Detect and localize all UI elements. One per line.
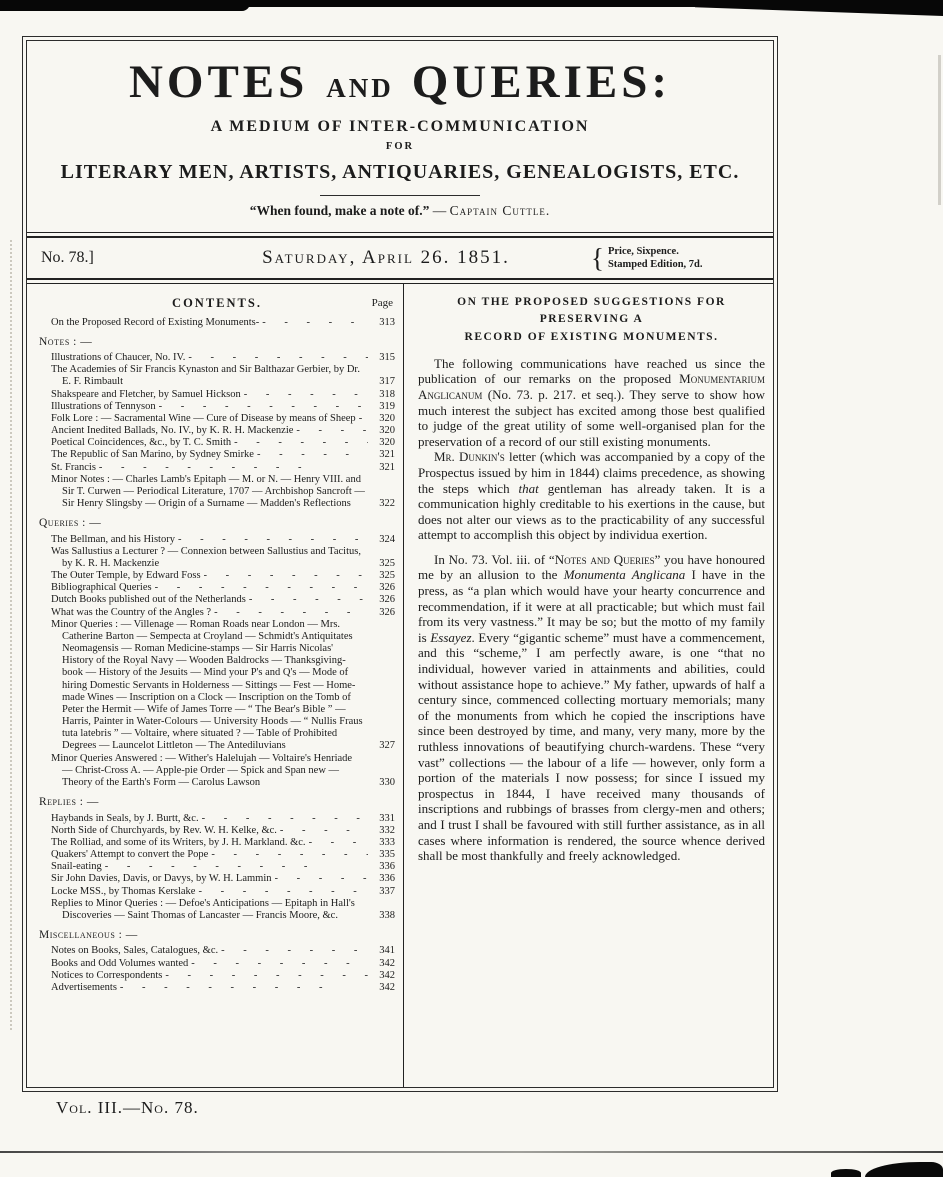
toc-entry	[51, 619, 395, 753]
toc-entry-leader	[234, 437, 368, 449]
toc-entry	[51, 474, 395, 511]
motto-quote: “When found, make a note of.”	[249, 203, 430, 218]
toc-entry-label: Minor Queries : — Villenage — Roman Roads near London — Mrs. Catherine Barton — Sempecta at Croyland — Schmidt's Antiquitates Neomagensis — Roman Medicine-stamps — Sir Harris Nicolas' History of the Royal Navy — Wooden Baldrocks — Thanksgiving-book — History of the Jesuits — Mind your P's and Q's — Mode of hiring Domestic Servants in Holderness — Sittings — Fest — Home-made Wines — Inscription on a Clock — Inscription on the Tomb of Peter the Hermit — Wife of James Torre — “ The Bear's Bible ” — Harris, Painter in Water-Colours — University Hoods — “ Nullis Fraus tuta latebris ” — Voltaire, where situated ? — Table of Prohibited Degrees — Launcelot Littleton — The Antediluvians	[51, 618, 363, 752]
toc-entry	[51, 849, 395, 861]
toc-entry-leader	[159, 401, 368, 413]
toc-entry-leader	[249, 594, 368, 606]
toc-entry-leader	[211, 849, 368, 861]
toc-entry-leader	[120, 982, 368, 994]
article-text-segment: I have in the press, as “a plan which would have your hearty concurrence and recommendation, if it were at all practicable; but which must fail from its very vastness.” It may be so; but the motto of my family is	[418, 567, 765, 645]
toc-entry-page: 325	[379, 570, 395, 582]
article-text-segment: Essayez	[430, 629, 472, 645]
toc-entry	[51, 570, 395, 582]
toc-entry-page: 325	[379, 557, 395, 569]
toc-entry	[51, 825, 395, 837]
toc-entry-label: On the Proposed Record of Existing Monuments-	[51, 316, 260, 328]
article-heading	[418, 294, 765, 346]
title-and: AND	[326, 73, 394, 103]
toc-entry	[51, 413, 395, 425]
scan-edge-top-left	[0, 0, 250, 11]
masthead-audience: LITERARY MEN, ARTISTS, ANTIQUARIES, GENEALOGISTS, ETC.	[60, 161, 740, 183]
toc-entry-page: 330	[379, 777, 395, 788]
toc-entry	[51, 837, 395, 849]
toc-entry-page: 315	[379, 352, 395, 363]
issue-date: Saturday, April 26. 1851.	[262, 247, 510, 268]
toc-entry-label: Locke MSS., by Thomas Kerslake	[51, 885, 196, 897]
toc-entry-page: 324	[379, 533, 395, 545]
motto-dash: —	[432, 203, 447, 218]
toc-entry-label: Bibliographical Queries	[51, 582, 152, 594]
toc-entry	[51, 958, 395, 970]
toc-entry-leader	[191, 958, 368, 970]
toc-section-title: Miscellaneous : —	[39, 929, 138, 942]
toc-entry-leader	[257, 449, 368, 461]
toc-entry-page: 322	[379, 498, 395, 510]
scan-edge-top-right	[695, 0, 943, 16]
article-heading-line1: ON THE PROPOSED SUGGESTIONS FOR PRESERVING A	[457, 296, 726, 326]
toc-entry-leader	[296, 425, 368, 437]
toc-entry-page: 341	[379, 945, 395, 957]
toc-entry-label: What was the Country of the Angles ?	[51, 606, 212, 618]
toc-entry-leader	[309, 837, 368, 849]
masthead-subtitle: A MEDIUM OF INTER-COMMUNICATION	[210, 118, 590, 135]
price-line-2: Stamped Edition, 7d.	[607, 259, 703, 270]
toc-entry-label: Replies to Minor Queries : — Defoe's Anticipations — Epitaph in Hall's Discoveries — Saint Thomas of Lancaster — Francis Moore, &c.	[51, 897, 355, 921]
toc-entry-page: 326	[379, 606, 395, 618]
toc-entry-label: Quakers' Attempt to convert the Pope	[51, 849, 209, 861]
issue-price	[591, 242, 759, 273]
toc-entry-leader	[275, 873, 369, 885]
toc-entry	[51, 534, 395, 546]
scan-edge-bottom-line	[0, 1151, 943, 1153]
toc-entry-label: Snail-eating	[51, 861, 102, 873]
toc-section-title: Queries : —	[39, 517, 102, 530]
toc-entry-leader	[262, 317, 368, 329]
scan-blot-small	[831, 1169, 861, 1177]
toc-entry-label: Illustrations of Tennyson	[51, 400, 156, 412]
toc-entry-leader	[359, 413, 368, 425]
title-queries: QUERIES:	[411, 56, 672, 108]
toc-entry-page: 313	[379, 316, 395, 328]
article-text-segment: Monumentarium Anglicanum	[418, 371, 765, 402]
toc-entry	[51, 401, 395, 413]
toc-entry	[51, 437, 395, 449]
toc-entry	[51, 389, 395, 401]
article-column	[404, 284, 773, 1087]
toc-entry-page: 342	[379, 981, 395, 993]
toc-entry	[51, 352, 395, 364]
toc-entry-label: The Academies of Sir Francis Kynaston and Sir Balthazar Gerbier, by Dr. E. F. Rimbault	[51, 364, 360, 388]
toc-entry-label: Dutch Books published out of the Netherlands	[51, 594, 246, 606]
toc-entry-label: St. Francis	[51, 461, 96, 473]
toc-entry-page: 331	[379, 812, 395, 824]
toc-entry-leader	[280, 825, 368, 837]
toc-entry-leader	[221, 945, 368, 957]
toc-entry	[51, 970, 395, 982]
masthead-motto	[27, 203, 773, 219]
article-text-segment: Monumenta Anglicana	[563, 567, 686, 583]
toc-entry	[51, 546, 395, 570]
price-line-1: Price, Sixpence.	[607, 245, 679, 257]
toc-entry-page: 333	[379, 836, 395, 848]
toc-entry	[51, 594, 395, 606]
toc-entry-leader	[165, 970, 368, 982]
toc-entry-page: 320	[379, 425, 395, 437]
page-frame	[22, 36, 778, 1092]
toc-entry-leader	[204, 570, 368, 582]
toc-entry-label: Was Sallustius a Lecturer ? — Connexion between Sallustius and Tacitus, by K. R. H. Mackenzie	[51, 545, 361, 569]
article-text-segment: letter (which was accompanied by a copy of the Prospectus issued by him in 1844) claims precedence, as showing the steps which	[418, 449, 765, 496]
toc-entry	[51, 607, 395, 619]
volume-footer: Vol. III.—No. 78.	[56, 1098, 199, 1117]
toc-entry-label: Books and Odd Volumes wanted	[51, 957, 189, 969]
article-paragraph	[418, 356, 765, 450]
masthead	[27, 41, 773, 219]
title-notes: NOTES	[128, 56, 309, 108]
toc-entry	[51, 462, 395, 474]
toc-entry-label: Folk Lore : — Sacramental Wine — Cure of Disease by means of Sheep	[51, 412, 356, 424]
toc-entry	[51, 898, 395, 922]
toc-entry-label: Notes on Books, Sales, Catalogues, &c.	[51, 945, 219, 957]
toc-entry-leader	[214, 607, 368, 619]
page-frame-inner	[26, 40, 774, 1088]
article-text-segment: ” you have honoured me by an allusion to the	[418, 551, 765, 583]
publication-title	[27, 56, 773, 108]
article-text-segment: Mr. Dunkin's	[434, 449, 505, 465]
toc-entry-page: 327	[379, 740, 395, 752]
toc-entry-leader	[244, 389, 368, 401]
toc-entry-label: Notices to Correspondents	[51, 969, 163, 981]
contents-heading	[39, 296, 395, 311]
toc-entry-page: 326	[379, 594, 395, 606]
toc-entry	[51, 982, 395, 994]
toc-entry-page: 321	[379, 449, 395, 461]
page-gutter-line	[10, 240, 12, 1030]
motto-attribution: Captain Cuttle.	[449, 203, 551, 218]
toc-entry-page: 319	[379, 400, 395, 412]
article-text-segment: (No. 73. p. 217. et seq.). They serve to show how much interest the subject has excited among those best qualified to judge of the great utility of some well-organised plan for the preservation of a record of our still existing monuments.	[418, 386, 765, 449]
toc-entry	[51, 364, 395, 388]
toc-entry	[51, 425, 395, 437]
toc-entry-page: 321	[379, 461, 395, 473]
article-text-segment: . Every “gigantic scheme” must have a commencement, and this “scheme,” I am perfectly aware, is one “that no individual, however varied in attainments and abilities, could without assistance hope to achieve.” My father, upwards of half a century since, commenced collecting mortuary memorials; many of the monuments from which he copied the inscriptions have since been destroyed by time, and many, very many, more by the ruthless innovations of beautifying church-wardens. These “very vast” collections — the labour of a life — however, only form a portion of the materials I now possess; for since I issued my prospectus in 1844, I have received many thousands of inscriptions and rubbings of brasses from clergy-men and others; and I trust I shall be favoured with still further assistance, as in all cases where information is rendered, the source whence derived shall be most thankfully and freely acknowledged.	[418, 629, 766, 864]
contents-sections	[39, 317, 395, 995]
toc-entry-leader	[99, 462, 368, 474]
contents-column	[27, 284, 404, 1087]
article-text-segment: gentleman has already taken. It is a communication highly creditable to his exertions in the cause, but does not alter our views as to the practicability of any successful attempt to accomplish this object by individua exertion.	[418, 480, 765, 543]
toc-entry	[51, 873, 395, 885]
masthead-for: FOR	[385, 141, 415, 152]
article-text-segment: In No. 73. Vol. iii. of “	[434, 551, 555, 567]
toc-entry-leader	[202, 813, 368, 825]
toc-section-title: Replies : —	[39, 796, 99, 809]
price-brace: {	[591, 242, 604, 273]
issue-bar	[27, 238, 773, 278]
toc-entry-label: Ancient Inedited Ballads, No. IV., by K. R. H. Mackenzie	[51, 425, 294, 437]
masthead-divider	[320, 195, 480, 196]
toc-entry	[51, 449, 395, 461]
contents-page-label: Page	[371, 297, 393, 309]
toc-entry-leader	[105, 861, 368, 873]
toc-entry-label: The Rolliad, and some of its Writers, by J. H. Markland. &c.	[51, 836, 306, 848]
toc-entry-label: Haybands in Seals, by J. Burtt, &c.	[51, 812, 199, 824]
toc-entry	[51, 813, 395, 825]
toc-entry-label: North Side of Churchyards, by Rev. W. H. Kelke, &c.	[51, 824, 277, 836]
toc-entry-page: 318	[379, 388, 395, 400]
toc-entry-label: Minor Queries Answered : — Wither's Halelujah — Voltaire's Henriade — Christ-Cross A. — Apple-pie Order — Spick and Span new — Theory of the Earth's Form — Carolus Lawson	[51, 752, 353, 788]
toc-entry	[51, 582, 395, 594]
toc-entry-label: Sir John Davies, Davis, or Davys, by W. H. Lammin	[51, 873, 272, 885]
toc-entry-label: Advertisements	[51, 981, 117, 993]
contents-title: CONTENTS.	[172, 296, 262, 310]
toc-entry-page: 337	[379, 885, 395, 897]
article-text-segment: that	[518, 480, 539, 496]
toc-entry-page: 336	[379, 873, 395, 885]
content-columns	[27, 284, 773, 1087]
toc-entry-label: Poetical Coincidences, &c., by T. C. Smith	[51, 437, 232, 449]
toc-entry-label: The Republic of San Marino, by Sydney Smirke	[51, 449, 254, 461]
toc-entry-page: 332	[379, 824, 395, 836]
toc-entry	[51, 945, 395, 957]
toc-entry	[51, 317, 395, 329]
toc-entry-label: Illustrations of Chaucer, No. IV.	[51, 352, 186, 363]
toc-entry-leader	[198, 886, 368, 898]
toc-entry-label: The Outer Temple, by Edward Foss	[51, 570, 201, 582]
article-body	[418, 356, 765, 864]
toc-entry-page: 320	[379, 412, 395, 424]
scan-blot-large	[865, 1162, 943, 1177]
toc-entry	[51, 861, 395, 873]
issue-number: No. 78.]	[41, 249, 94, 266]
toc-entry-page: 335	[379, 849, 395, 861]
article-paragraph	[418, 449, 765, 543]
article-text-segment: Notes and Queries	[554, 551, 655, 567]
toc-entry-leader	[178, 534, 368, 546]
toc-section-title: Notes : —	[39, 335, 93, 348]
toc-entry-label: The Bellman, and his History	[51, 533, 175, 545]
article-paragraph	[418, 552, 765, 864]
scan-edge-right	[938, 55, 941, 205]
toc-entry-page: 320	[379, 437, 395, 449]
toc-entry-page: 342	[379, 957, 395, 969]
article-text-segment: The following communications have reached us since the publication of our remarks on the proposed	[418, 355, 765, 387]
toc-entry-page: 342	[379, 969, 395, 981]
toc-entry-page: 326	[379, 582, 395, 594]
toc-entry-leader	[155, 582, 368, 594]
article-heading-line2: RECORD OF EXISTING MONUMENTS.	[464, 330, 719, 343]
toc-entry-page: 317	[379, 376, 395, 388]
toc-entry-page: 338	[379, 909, 395, 921]
toc-entry-label: Minor Notes : — Charles Lamb's Epitaph — M. or N. — Henry VIII. and Sir T. Curwen — Periodical Literature, 1707 — Archbishop Sancroft — Sir Henry Slingsby — Origin of a Surname — Madden's Reflections	[51, 473, 365, 510]
toc-entry	[51, 753, 395, 790]
toc-entry-page: 336	[379, 861, 395, 873]
toc-entry-leader	[188, 352, 368, 364]
toc-entry	[51, 886, 395, 898]
toc-entry-label: Shakspeare and Fletcher, by Samuel Hickson	[51, 388, 241, 400]
